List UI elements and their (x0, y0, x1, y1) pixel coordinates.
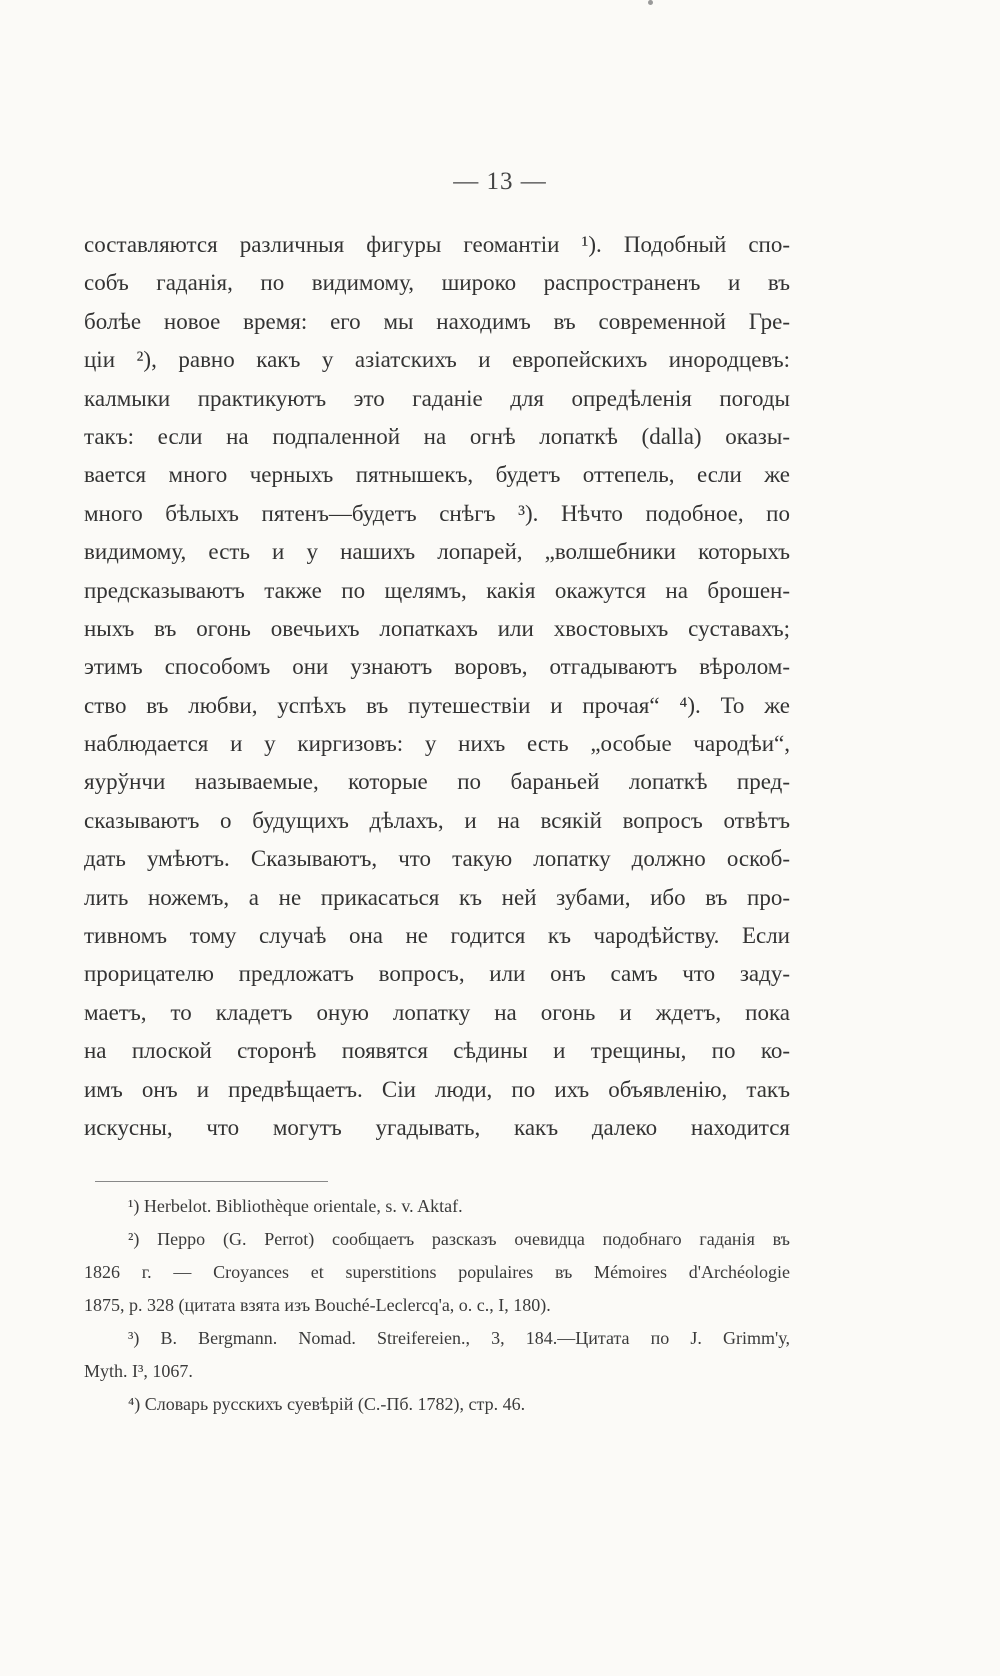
footnote-3-cont: Myth. I³, 1067. (84, 1361, 193, 1381)
text-line: тивномъ тому случаѣ она не годится къ чародѣйству. Если (84, 923, 790, 949)
text-line: ныхъ въ огонь овечьихъ лопаткахъ или хвостовыхъ суставахъ; (84, 615, 790, 641)
text-line: собъ гаданія, по видимому, широко распространенъ и въ (84, 270, 790, 296)
body-text (84, 226, 790, 1147)
footnote-2-cont: 1826 г. — Croyances et superstitions populaires въ Mémoires d'Archéologie (84, 1262, 790, 1282)
footnote-divider (95, 1181, 328, 1182)
page-number: — 13 — (453, 168, 547, 195)
footnote-2: ²) Перро (G. Perrot) сообщаетъ разсказъ очевидца подобнаго гаданія въ (128, 1229, 790, 1249)
text-line: такъ: если на подпаленной на огнѣ лопаткѣ (dalla) оказы- (84, 423, 790, 449)
text-line: этимъ способомъ они узнаютъ воровъ, отгадываютъ вѣролом- (84, 654, 790, 680)
footnote-3: ³) B. Bergmann. Nomad. Streifereien., 3, 184.—Цитата по J. Grimm'у, (128, 1328, 790, 1348)
text-line: болѣе новое время: его мы находимъ въ современной Гре- (84, 308, 790, 334)
ink-speck (648, 0, 653, 5)
text-line: дать умѣютъ. Сказываютъ, что такую лопатку должно оскоб- (84, 846, 790, 872)
text-line: маетъ, то кладетъ оную лопатку на огонь и ждетъ, пока (84, 999, 790, 1025)
footnotes (84, 1190, 790, 1421)
text-line: прорицателю предложатъ вопросъ, или онъ самъ что заду- (84, 961, 790, 987)
text-line: вается много черныхъ пятнышекъ, будетъ оттепель, если же (84, 462, 790, 488)
text-line: видимому, есть и у нашихъ лопарей, „волшебники которыхъ (84, 539, 790, 565)
footnote-2-cont: 1875, p. 328 (цитата взята изъ Bouché-Leclercq'a, o. c., I, 180). (84, 1295, 551, 1315)
text-line: ціи ²), равно какъ у азіатскихъ и европейскихъ инородцевъ: (84, 347, 790, 373)
text-line: наблюдается и у киргизовъ: у нихъ есть „особые чародѣи“, (84, 731, 790, 757)
text-line: ство въ любви, успѣхъ въ путешествіи и прочая“ ⁴). То же (84, 692, 790, 718)
text-line: сказываютъ о будущихъ дѣлахъ, и на всякій вопросъ отвѣтъ (84, 807, 790, 833)
text-line: калмыки практикуютъ это гаданіе для опредѣленія погоды (84, 385, 790, 411)
text-line: предсказываютъ также по щелямъ, какія окажутся на брошен- (84, 577, 790, 603)
text-line: имъ онъ и предвѣщаетъ. Сіи люди, по ихъ объявленію, такъ (84, 1076, 790, 1102)
text-line: на плоской сторонѣ появятся сѣдины и трещины, по ко- (84, 1038, 790, 1064)
text-line: искусны, что могутъ угадывать, какъ далеко находится (84, 1114, 790, 1140)
text-line: лить ножемъ, а не прикасаться къ ней зубами, ибо въ про- (84, 884, 790, 910)
text-line: яурўнчи называемые, которые по бараньей лопаткѣ пред- (84, 769, 790, 795)
text-line: составляются различныя фигуры геомантіи ¹). Подобный спо- (84, 232, 790, 257)
footnote-1: ¹) Herbelot. Bibliothèque orientale, s. v. Aktaf. (128, 1196, 463, 1216)
footnote-4: ⁴) Словарь русскихъ суевѣрій (С.-Пб. 1782), стр. 46. (128, 1394, 526, 1414)
text-line: много бѣлыхъ пятенъ—будетъ снѣгъ ³). Нѣчто подобное, по (84, 500, 790, 526)
